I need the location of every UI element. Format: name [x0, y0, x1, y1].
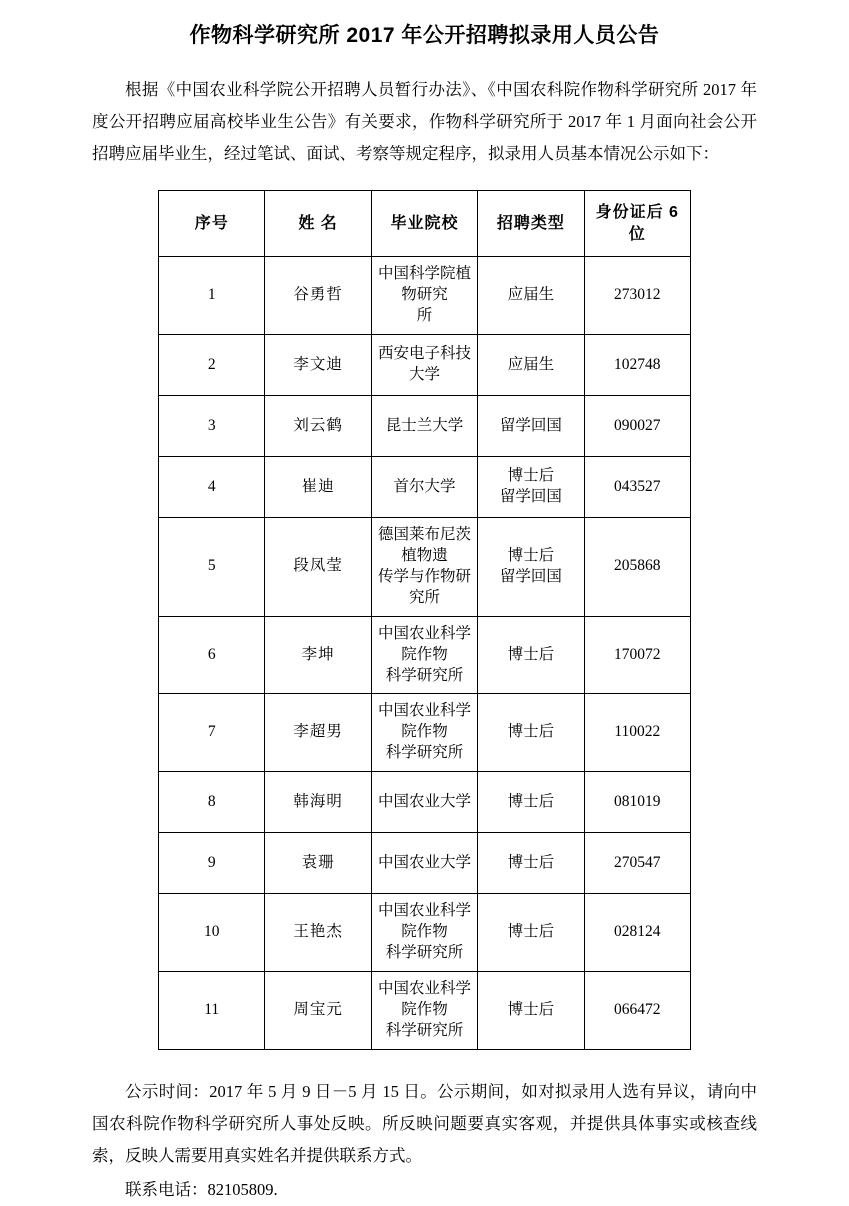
- cell-school: [371, 971, 477, 1049]
- cell-school-line: 昆士兰大学: [385, 416, 464, 434]
- cell-type-lines: [480, 546, 581, 588]
- cell-type-line: 留学回国: [499, 487, 562, 505]
- cell-index: 7: [159, 694, 265, 772]
- cell-school-line: 中国农业大学: [377, 853, 471, 871]
- cell-name: 李文迪: [265, 334, 371, 395]
- cell-id: 270547: [584, 833, 690, 894]
- cell-name: 周宝元: [265, 971, 371, 1049]
- cell-index: 9: [159, 833, 265, 894]
- table-row: [159, 334, 691, 395]
- table-row: [159, 456, 691, 517]
- cell-school-line: 中国科学院植物研究: [377, 265, 471, 304]
- cell-type: [478, 257, 584, 335]
- roster-table: [158, 190, 691, 1050]
- cell-id: 273012: [584, 257, 690, 335]
- column-header-school: 毕业院校: [371, 191, 477, 257]
- cell-name: 韩海明: [265, 772, 371, 833]
- cell-name: 王艳杰: [265, 894, 371, 972]
- table-body: [159, 257, 691, 1050]
- cell-type-line: 博士后: [507, 923, 555, 941]
- cell-type: [478, 517, 584, 616]
- cell-id: 090027: [584, 395, 690, 456]
- cell-school-lines: [374, 525, 475, 609]
- cell-school: [371, 616, 477, 694]
- cell-name: 李坤: [265, 616, 371, 694]
- cell-index: 6: [159, 616, 265, 694]
- column-header-index: 序号: [159, 191, 265, 257]
- cell-school-lines: [374, 344, 475, 386]
- roster-table-container: [0, 190, 849, 1050]
- cell-school-line: 科学研究所: [385, 944, 464, 962]
- cell-id: 028124: [584, 894, 690, 972]
- cell-school-line: 中国农业科学院作物: [377, 902, 471, 941]
- cell-school-lines: [374, 979, 475, 1042]
- cell-type: [478, 971, 584, 1049]
- cell-name: 李超男: [265, 694, 371, 772]
- cell-school: [371, 772, 477, 833]
- cell-school: [371, 694, 477, 772]
- cell-school-lines: [374, 901, 475, 964]
- cell-school: [371, 833, 477, 894]
- cell-name: 段凤莹: [265, 517, 371, 616]
- cell-school-line: 中国农业科学院作物: [377, 624, 471, 663]
- cell-type-line: 博士后: [507, 853, 555, 871]
- cell-school: [371, 456, 477, 517]
- cell-index: 8: [159, 772, 265, 833]
- cell-id: 066472: [584, 971, 690, 1049]
- table-row: [159, 517, 691, 616]
- cell-school-lines: [374, 416, 475, 437]
- cell-index: 11: [159, 971, 265, 1049]
- cell-school: [371, 257, 477, 335]
- table-row: [159, 894, 691, 972]
- cell-type-line: 应届生: [507, 355, 555, 373]
- cell-id: 043527: [584, 456, 690, 517]
- cell-type-lines: [480, 416, 581, 437]
- cell-type: [478, 456, 584, 517]
- cell-index: 3: [159, 395, 265, 456]
- cell-school: [371, 334, 477, 395]
- cell-type-line: 博士后: [507, 645, 555, 663]
- intro-paragraph: 根据《中国农业科学院公开招聘人员暂行办法》、《中国农科院作物科学研究所 2017 年度公开招聘应届高校毕业生公告》有关要求，作物科学研究所于 2017 年 1 月面向社会公开招聘应届毕业生，经过笔试、面试、考察等规定程序，拟录用人员基本情况公示如下：: [92, 79, 757, 163]
- page-title: 作物科学研究所 2017 年公开招聘拟录用人员公告: [189, 24, 660, 47]
- cell-school-line: 西安电子科技大学: [377, 345, 471, 383]
- cell-school-lines: [374, 264, 475, 327]
- document-page: [0, 14, 849, 1206]
- cell-index: 1: [159, 257, 265, 335]
- cell-name: 崔迪: [265, 456, 371, 517]
- table-header: [159, 191, 691, 257]
- table-row: [159, 833, 691, 894]
- cell-id: 170072: [584, 616, 690, 694]
- cell-id: 102748: [584, 334, 690, 395]
- cell-id: 110022: [584, 694, 690, 772]
- cell-index: 4: [159, 456, 265, 517]
- table-row: [159, 395, 691, 456]
- cell-school: [371, 517, 477, 616]
- cell-school: [371, 395, 477, 456]
- column-header-type: 招聘类型: [478, 191, 584, 257]
- cell-id: 205868: [584, 517, 690, 616]
- column-header-name: 姓 名: [265, 191, 371, 257]
- cell-type: [478, 833, 584, 894]
- cell-school-line: 科学研究所: [385, 666, 464, 684]
- cell-school-lines: [374, 701, 475, 764]
- cell-id: 081019: [584, 772, 690, 833]
- cell-school-line: 德国莱布尼茨植物遗: [377, 525, 471, 564]
- cell-school-line: 中国农业大学: [377, 792, 471, 810]
- cell-type: [478, 616, 584, 694]
- cell-index: 5: [159, 517, 265, 616]
- cell-type-lines: [480, 722, 581, 743]
- cell-school-line: 中国农业科学院作物: [377, 702, 471, 741]
- cell-index: 10: [159, 894, 265, 972]
- cell-school-lines: [374, 792, 475, 813]
- cell-school: [371, 894, 477, 972]
- cell-school-line: 所: [416, 307, 433, 325]
- cell-type-line: 留学回国: [499, 567, 562, 585]
- table-row: [159, 971, 691, 1049]
- cell-school-lines: [374, 477, 475, 498]
- cell-type-line: 博士后: [507, 467, 555, 485]
- cell-type-line: 博士后: [507, 546, 555, 564]
- cell-type: [478, 894, 584, 972]
- cell-name: 谷勇哲: [265, 257, 371, 335]
- cell-name: 袁珊: [265, 833, 371, 894]
- cell-type-lines: [480, 285, 581, 306]
- cell-school-line: 传学与作物研究所: [377, 567, 471, 606]
- cell-type: [478, 334, 584, 395]
- cell-type-lines: [480, 922, 581, 943]
- cell-type-lines: [480, 792, 581, 813]
- cell-type: [478, 772, 584, 833]
- cell-type-line: 留学回国: [499, 416, 562, 434]
- cell-type-lines: [480, 466, 581, 508]
- cell-type: [478, 395, 584, 456]
- cell-name: 刘云鹤: [265, 395, 371, 456]
- cell-type-line: 博士后: [507, 1000, 555, 1018]
- cell-type-lines: [480, 853, 581, 874]
- cell-type-line: 博士后: [507, 723, 555, 741]
- column-header-id: 身份证后 6 位: [584, 191, 690, 257]
- cell-index: 2: [159, 334, 265, 395]
- table-header-row: [159, 191, 691, 257]
- contact-phone: 联系电话：82105809.: [125, 1180, 278, 1200]
- cell-school-line: 科学研究所: [385, 744, 464, 762]
- footer-notes: [0, 1076, 849, 1206]
- notice-text: 公示时间：2017 年 5 月 9 日－5 月 15 日。公示期间，如对拟录用人选有异议，请向中国农科院作物科学研究所人事处反映。所反映问题要真实客观，并提供具体事实或核查线索，反映人需要用真实姓名并提供联系方式。: [92, 1081, 757, 1166]
- table-row: [159, 616, 691, 694]
- table-row: [159, 694, 691, 772]
- table-row: [159, 772, 691, 833]
- table-row: [159, 257, 691, 335]
- cell-type-line: 应届生: [507, 286, 555, 304]
- cell-type-lines: [480, 1000, 581, 1021]
- cell-school-lines: [374, 853, 475, 874]
- cell-type-lines: [480, 645, 581, 666]
- cell-type-line: 博士后: [507, 792, 555, 810]
- cell-school-line: 首尔大学: [393, 477, 456, 495]
- cell-school-lines: [374, 624, 475, 687]
- cell-school-line: 科学研究所: [385, 1021, 464, 1039]
- cell-type: [478, 694, 584, 772]
- cell-type-lines: [480, 355, 581, 376]
- cell-school-line: 中国农业科学院作物: [377, 979, 471, 1018]
